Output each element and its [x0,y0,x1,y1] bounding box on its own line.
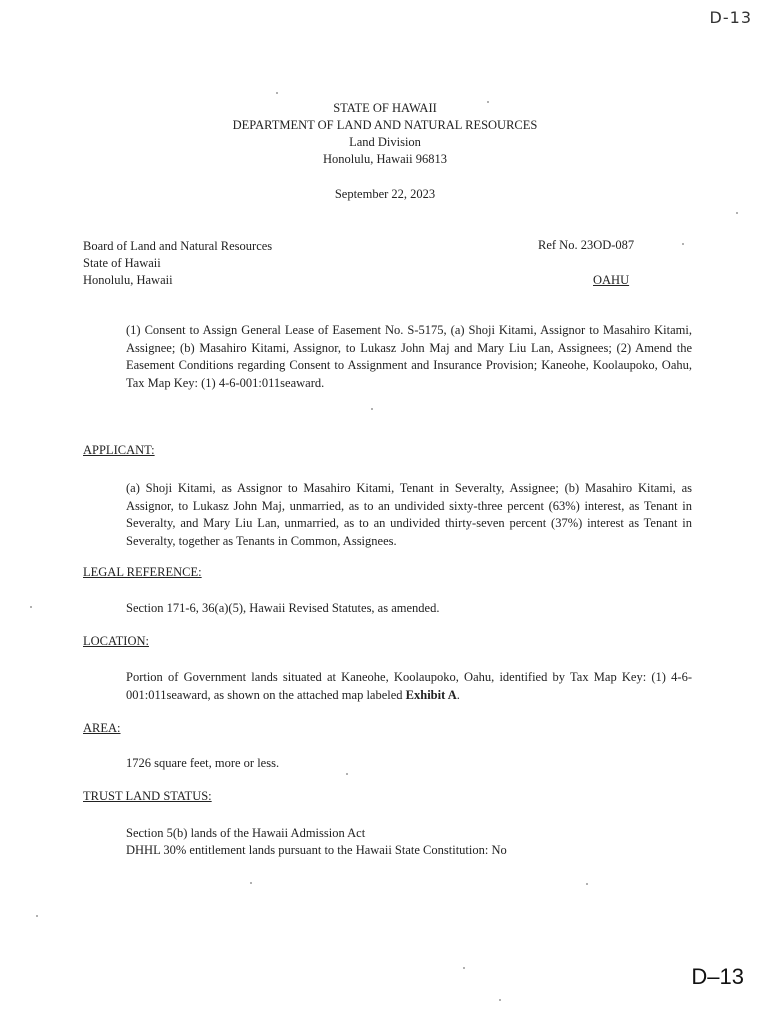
scan-speck [487,101,489,103]
header-department: DEPARTMENT OF LAND AND NATURAL RESOURCES [232,118,538,132]
addressee-city: Honolulu, Hawaii [83,273,173,287]
addressee-block [83,238,272,289]
letterhead [0,100,770,168]
trust-land-block [126,825,507,859]
scan-speck [736,212,738,214]
scan-speck [30,606,32,608]
island-label: OAHU [593,273,630,287]
subject-paragraph: (1) Consent to Assign General Lease of Easement No. S-5175, (a) Shoji Kitami, Assignor to Masahiro Kitami, Assignee; (b) Masahiro Kitami, Assignor, to Lukasz John Maj and Mary Liu Lan, Assignees; (2) Amend the Easement Conditions regarding Consent to Assignment and Insurance Provision; Kaneohe, Koolaupoko, Oahu, Tax Map Key: (1) 4-6-001:011seaward. [126,323,692,390]
applicant-text: (a) Shoji Kitami, as Assignor to Masahiro Kitami, Tenant in Severalty, Assignee; (b) Masahiro Kitami, as Assignor, to Lukasz John Maj, unmarried, as to an undivided sixty-three percent (63%) interest, as Tenant in Severalty, and Mary Liu Lan, unmarried, as to an undivided thirty-seven percent (37%) interest as Tenant in Severalty, together as Tenants in Common, Assignees. [126,481,692,548]
location-heading: LOCATION: [83,634,149,648]
scan-speck [36,915,38,917]
legal-reference-heading: LEGAL REFERENCE: [83,565,202,579]
applicant-heading: APPLICANT: [83,443,155,457]
header-state: STATE OF HAWAII [333,101,437,115]
handwritten-page-mark: D-13 [709,8,752,27]
scan-speck [586,883,588,885]
header-division: Land Division [349,135,421,149]
scan-speck [276,92,278,94]
page-stamp: D–13 [691,964,744,989]
trust-land-heading: TRUST LAND STATUS: [83,789,212,803]
legal-reference-text: Section 171-6, 36(a)(5), Hawaii Revised Statutes, as amended. [126,601,440,615]
addressee-board: Board of Land and Natural Resources [83,239,273,253]
scan-speck [371,408,373,410]
document-date: September 22, 2023 [334,187,436,201]
scan-speck [250,882,252,884]
exhibit-label: Exhibit A [405,687,457,702]
trust-land-line-1: Section 5(b) lands of the Hawaii Admission Act [126,826,366,840]
location-text [126,669,692,704]
scan-speck [499,999,501,1001]
area-heading: AREA: [83,721,121,735]
header-city: Honolulu, Hawaii 96813 [323,152,447,166]
scan-speck [682,243,684,245]
addressee-state: State of Hawaii [83,256,161,270]
area-text: 1726 square feet, more or less. [126,756,280,770]
reference-number: Ref No. 23OD-087 [538,238,635,252]
trust-land-line-2: DHHL 30% entitlement lands pursuant to the Hawaii State Constitution: No [126,843,507,857]
location-text-end: . [456,687,460,702]
location-text-main: Portion of Government lands situated at Kaneohe, Koolaupoko, Oahu, identified by Tax Map Key: (1) 4-6-001:011seaward, as shown on the attached map labeled [126,670,692,702]
scan-speck [346,773,348,775]
scan-speck [463,967,465,969]
